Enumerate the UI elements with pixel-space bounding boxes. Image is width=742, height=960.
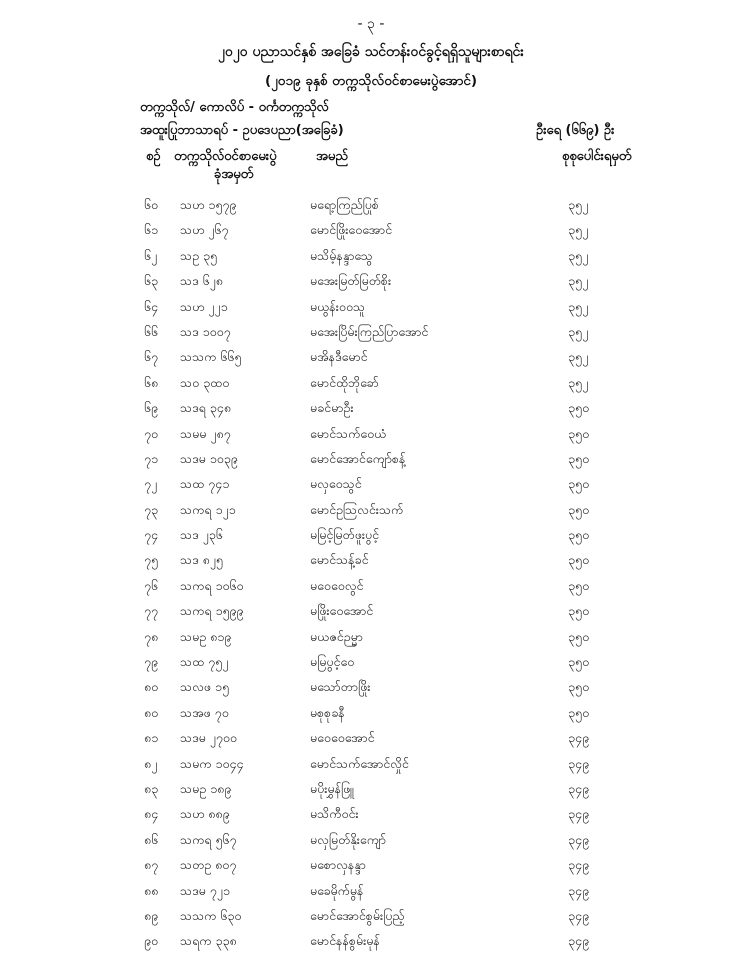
table-row — [0, 321, 742, 346]
roll-number: သဒ ၂၃၆ — [180, 527, 223, 543]
row-number: ၇၃ — [144, 501, 159, 517]
table-row — [0, 727, 742, 752]
column-header-score: စုစုပေါင်းရမှတ် — [562, 149, 632, 164]
row-number: ၆၉ — [144, 400, 159, 416]
total-score: ၃၅၂ — [568, 349, 589, 365]
table-row — [0, 702, 742, 727]
roll-number: သဟ ၂၂၁ — [180, 298, 228, 314]
row-number: ၆၀ — [144, 197, 159, 212]
table-row — [0, 524, 742, 549]
student-name: မအိနဒီမောင် — [310, 349, 368, 365]
student-name: မောင်အောင်စွမ်းပြည့် — [310, 907, 405, 923]
total-score: ၃၅၀ — [568, 425, 590, 441]
row-number: ၆၂ — [144, 247, 158, 263]
row-number: ၈၇ — [144, 857, 159, 873]
university-line: တက္ကသိုလ်/ ကောလိပ် - ဝင်္ကတက္ကသိုလ် — [140, 100, 329, 115]
row-number: ၈၈ — [144, 882, 159, 898]
row-number: ၆၆ — [144, 323, 159, 339]
table-row — [0, 753, 742, 778]
roll-number: သသက ၆၃၀ — [180, 907, 242, 923]
roll-number: သဒ ၁၀၀၇ — [180, 323, 231, 339]
row-number: ၆၁ — [144, 222, 159, 238]
total-score: ၃၅၂ — [568, 323, 589, 339]
total-score: ၃၅၀ — [568, 654, 590, 670]
total-score: ၃၄၉ — [568, 780, 590, 796]
roll-number: သကရ ၁၀၆၀ — [180, 577, 244, 593]
row-number: ၇၅ — [144, 552, 159, 568]
total-score: ၃၄၉ — [568, 882, 590, 898]
table-row — [0, 930, 742, 955]
total-score: ၃၅၀ — [568, 450, 590, 466]
total-score: ၃၅၀ — [568, 577, 590, 593]
row-number: ၇၉ — [144, 654, 159, 670]
roll-number: သမဥ ၈၁၉ — [180, 628, 232, 644]
table-row — [0, 372, 742, 397]
roll-number: သဒ ၆၂၈ — [180, 273, 223, 289]
row-number: ၈၄ — [144, 806, 159, 822]
row-number: ၈၀ — [144, 704, 159, 720]
roll-number: သဒရ ၃၄၈ — [180, 400, 231, 416]
row-number: ၈၀ — [144, 679, 159, 695]
total-score: ၃၅၀ — [568, 679, 590, 695]
major-line: အထူးပြုဘာသာရပ် - ဥပဒေပညာ(အခြေခံ) — [140, 123, 344, 138]
row-number: ၈၉ — [144, 907, 159, 923]
column-header-roll: တက္ကသိုလ်ဝင်စာမေးပွဲ — [174, 149, 277, 164]
student-name: မောင်သက်အောင်လှိုင် — [310, 755, 409, 771]
table-row — [0, 448, 742, 473]
total-score: ၃၅၀ — [568, 476, 590, 492]
table-row — [0, 626, 742, 651]
row-number: ၇၁ — [144, 450, 159, 466]
total-score: ၃၅၀ — [568, 628, 590, 644]
row-number: ၈၃ — [144, 780, 159, 796]
roll-number: သအဖ ၇၀ — [180, 704, 229, 720]
row-number: ၇၀ — [144, 425, 159, 441]
student-name: မောင်သန့်ခင် — [310, 552, 369, 568]
student-name: မောင်ဥဩလင်းသက် — [310, 501, 404, 517]
student-name: မောင်သက်ဝေယံ — [310, 425, 387, 441]
student-name: မအေးပြိမ်းကြည်ပြာအောင် — [310, 323, 429, 339]
student-name: မအေးမြတ်မြတ်စိုး — [310, 273, 392, 289]
roll-number: သတဥ ၈၀၇ — [180, 857, 237, 873]
roll-number: သမမ ၂၈၇ — [180, 425, 231, 441]
table-row — [0, 575, 742, 600]
student-name: မရော့ကြည်ပြုစ် — [310, 197, 379, 212]
roll-number: သကရ ၁၂၁ — [180, 501, 236, 517]
row-number: ၆၇ — [144, 349, 159, 365]
table-row — [0, 219, 742, 244]
table-row — [0, 194, 742, 219]
student-name: မစုစုခနီ — [310, 704, 345, 720]
total-score: ၃၅၂ — [568, 197, 589, 212]
student-name: မသိကီဝင်း — [310, 806, 359, 822]
page-number: - ၃ - — [357, 16, 385, 32]
student-name: မပိုးမွှန်ဖြူ — [310, 780, 354, 796]
table-row — [0, 600, 742, 625]
table-row — [0, 880, 742, 905]
row-number: ၇၆ — [144, 577, 159, 593]
table-row — [0, 423, 742, 448]
student-name: မသိမ့်နန္ဒာသွေ — [310, 247, 373, 263]
row-number: ၉၀ — [144, 933, 159, 949]
roll-number: သဟ ၁၅၇၉ — [180, 197, 237, 212]
table-row — [0, 651, 742, 676]
column-header-name: အမည် — [316, 149, 348, 164]
total-score: ၃၅၂ — [568, 247, 589, 263]
student-name: မဖြိုးဝေအောင် — [310, 603, 374, 619]
row-number: ၈၆ — [144, 831, 159, 847]
table-row — [0, 245, 742, 270]
roll-number: သမက ၁၀၄၄ — [180, 755, 244, 771]
total-score: ၃၄၉ — [568, 933, 590, 949]
student-name: မခင်မာဦး — [310, 400, 354, 416]
row-number: ၈၁ — [144, 730, 159, 746]
table-row — [0, 676, 742, 701]
student-name: မမြင့်မြတ်ဖူးပွင့် — [310, 527, 380, 543]
roll-number: သဒမ ၁၀၃၉ — [180, 450, 238, 466]
column-header-no: စဉ် — [146, 149, 161, 164]
table-row — [0, 499, 742, 524]
total-score: ၃၄၉ — [568, 730, 590, 746]
roll-number: သကရ ၁၅၉၉ — [180, 603, 244, 619]
total-score: ၃၅၀ — [568, 501, 590, 517]
total-score: ၃၅၀ — [568, 527, 590, 543]
total-score: ၃၄၉ — [568, 806, 590, 822]
table-row — [0, 346, 742, 371]
total-score: ၃၅၀ — [568, 603, 590, 619]
roll-number: သရက ၃၃၈ — [180, 933, 237, 949]
document-title: ၂၀၂၀ ပညာသင်နှစ် အခြေခံ သင်တန်းဝင်ခွင့်ရရှိသူများစာရင်း — [218, 44, 524, 60]
total-score: ၃၅၂ — [568, 222, 589, 238]
student-name: မယွန်းဝဝသူ — [310, 298, 366, 314]
student-name: မောင်နန်စွမ်းမုန် — [310, 933, 380, 949]
student-name: မလှဝေသွင် — [310, 476, 362, 492]
document-subtitle: (၂၀၁၉ ခုနှစ် တက္ကသိုလ်ဝင်စာမေးပွဲအောင်) — [265, 73, 477, 89]
roll-number: သဟ ၂၆၇ — [180, 222, 229, 238]
roll-number: သထ ၇၄၁ — [180, 476, 230, 492]
roll-number: သဟ ၈၈၉ — [180, 806, 230, 822]
roll-number: သဥ ၃၅ — [180, 247, 218, 263]
total-score: ၃၅၀ — [568, 552, 590, 568]
table-row — [0, 803, 742, 828]
student-name: မောင်ထိုဘိုခော် — [310, 374, 379, 390]
row-number: ၇၂ — [144, 476, 158, 492]
roll-number: သထ ၇၅၂ — [180, 654, 229, 670]
table-row — [0, 778, 742, 803]
table-row — [0, 854, 742, 879]
row-number: ၇၄ — [144, 527, 159, 543]
roll-number: သဒမ ၇၂၁ — [180, 882, 230, 898]
roll-number: သဒမ ၂၇၀၀ — [180, 730, 237, 746]
table-row — [0, 270, 742, 295]
student-name: မဝေဝေအောင် — [310, 730, 375, 746]
count-header: ဦးရေ (၆၆၉) ဦး — [536, 123, 615, 138]
student-name: မဝေဝေလွင် — [310, 577, 364, 593]
roll-number: သဝ ၃ထ၀ — [180, 374, 230, 390]
student-name: မလှမြတ်နိုးကျော် — [310, 831, 387, 847]
total-score: ၃၄၉ — [568, 831, 590, 847]
total-score: ၃၄၉ — [568, 755, 590, 771]
table-row — [0, 397, 742, 422]
table-row — [0, 905, 742, 930]
row-number: ၇၇ — [144, 603, 159, 619]
row-number: ၈၂ — [144, 755, 158, 771]
total-score: ၃၅၀ — [568, 704, 590, 720]
total-score: ၃၅၂ — [568, 374, 589, 390]
roll-number: သသက ၆၆၅ — [180, 349, 242, 365]
table-row — [0, 549, 742, 574]
row-number: ၆၈ — [144, 374, 159, 390]
student-name: မခေမိုက်မွန် — [310, 882, 364, 898]
student-name: မသော်တာဖြိုး — [310, 679, 371, 695]
roll-number: သမဥ ၁၈၉ — [180, 780, 232, 796]
student-name: မစောလှနန္ဒာ — [310, 857, 366, 873]
student-name: မောင်ဖြိုးဝေအောင် — [310, 222, 393, 238]
table-row — [0, 473, 742, 498]
roll-number: သကရ ၅၆၇ — [180, 831, 237, 847]
total-score: ၃၅၀ — [568, 400, 590, 416]
results-table — [0, 194, 742, 956]
table-row — [0, 829, 742, 854]
total-score: ၃၄၉ — [568, 907, 590, 923]
column-header-roll-line2: ခုံအမှတ် — [214, 167, 254, 182]
roll-number: သဒ ၈၂၅ — [180, 552, 223, 568]
total-score: ၃၄၉ — [568, 857, 590, 873]
total-score: ၃၅၂ — [568, 273, 589, 289]
roll-number: သလဖ ၁၅ — [180, 679, 229, 695]
student-name: မယဇင်ဉမ္မာ — [310, 628, 363, 644]
row-number: ၆၄ — [144, 298, 159, 314]
student-name: မမြပွင့်ဝေ — [310, 654, 355, 670]
total-score: ၃၅၂ — [568, 298, 589, 314]
table-row — [0, 296, 742, 321]
student-name: မောင်အောင်ကျော်စန့် — [310, 450, 406, 466]
row-number: ၇၈ — [144, 628, 159, 644]
row-number: ၆၃ — [144, 273, 159, 289]
